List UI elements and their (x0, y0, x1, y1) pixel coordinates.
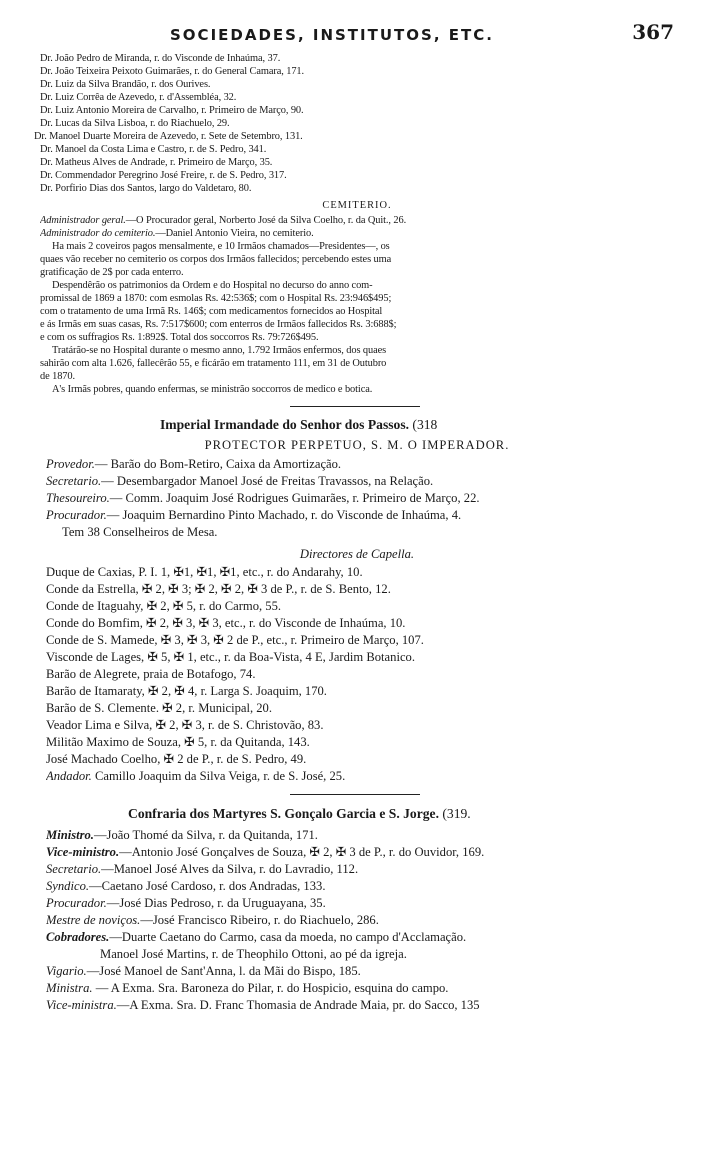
section-divider (290, 406, 420, 407)
paragraph-line: Despendêrão os patrimonios da Ordem e do Hospital no decurso do anno com- (52, 280, 373, 291)
paragraph-line: e ás Irmãs em suas casas, Rs. 7:517$600; com enterros de Irmãos fallecidos Rs. 3:688$; (40, 319, 397, 330)
director-item: Conde da Estrella, ✠ 2, ✠ 3; ✠ 2, ✠ 2, ✠ 3 de P., r. de S. Bento, 12. (46, 582, 391, 596)
director-item: Conde do Bomfim, ✠ 2, ✠ 3, ✠ 3, etc., r. do Visconde de Inhaúma, 10. (46, 616, 406, 630)
officer-role: Procurador. (46, 508, 107, 522)
list-item: Dr. João Teixeira Peixoto Guimarães, r. do General Camara, 171. (40, 66, 305, 77)
paragraph-line: Ha mais 2 coveiros pagos mensalmente, e 10 Irmãos chamados—Presidentes—, os (52, 241, 390, 252)
list-item: Dr. Luiz Corrêa de Azevedo, r. d'Assembléa, 32. (40, 92, 237, 103)
running-title: SOCIEDADES, INSTITUTOS, ETC. (170, 26, 494, 44)
director-item: Barão de Alegrete, praia de Botafogo, 74. (46, 667, 256, 681)
officer-text: —Caetano José Cardoso, r. dos Andradas, 133. (89, 879, 326, 893)
list-item: Dr. Manoel Duarte Moreira de Azevedo, r. Sete de Setembro, 131. (34, 131, 303, 142)
officer-role: Cobradores. (46, 930, 110, 944)
paragraph-line: de 1870. (40, 371, 75, 382)
list-item: Dr. Commendador Peregrino José Freire, r. de S. Pedro, 317. (40, 170, 287, 181)
officer-line (46, 879, 714, 894)
director-item: Barão de S. Clemente. ✠ 2, r. Municipal, 20. (46, 701, 273, 715)
officer-text: —A Exma. Sra. D. Franc Thomasia de Andrade Maia, pr. do Sacco, 135 (116, 998, 480, 1012)
officer-text: — Barão do Bom-Retiro, Caixa da Amortização. (94, 457, 342, 471)
officer-text: —Manoel José Alves da Silva, r. do Lavradio, 112. (101, 862, 359, 876)
officer-text: —Antonio José Gonçalves de Souza, ✠ 2, ✠ 3 de P., r. do Ouvidor, 169. (119, 845, 485, 859)
list-item: Dr. Lucas da Silva Lisboa, r. do Riachuelo, 29. (40, 118, 230, 129)
officer-role: Vice-ministra. (46, 998, 117, 1012)
list-item: Dr. Matheus Alves de Andrade, r. Primeiro de Março, 35. (40, 157, 273, 168)
director-item: Militão Maximo de Souza, ✠ 5, r. da Quitanda, 143. (46, 735, 310, 749)
entry-text: —O Procurador geral, Norberto José da Silva Coelho, r. da Quit., 26. (125, 215, 407, 226)
officer-role: Vigario. (46, 964, 87, 978)
officer-text: —José Manoel de Sant'Anna, l. da Mãi do Bispo, 185. (86, 964, 361, 978)
director-item: Barão de Itamaraty, ✠ 2, ✠ 4, r. Larga S. Joaquim, 170. (46, 684, 327, 698)
paragraph-line: com o tratamento de uma Irmã Rs. 146$; com medicamentos fornecidos ao Hospital (40, 306, 383, 317)
entry-label: Administrador do cemiterio. (40, 228, 156, 239)
list-item: Dr. Luiz da Silva Brandão, r. dos Ourives. (40, 79, 211, 90)
officer-role: Thesoureiro. (46, 491, 110, 505)
officer-line (46, 862, 714, 877)
officer-role: Vice-ministro. (46, 845, 120, 859)
andador-line (46, 769, 714, 784)
list-item: Dr. Manoel da Costa Lima e Castro, r. de S. Pedro, 341. (40, 144, 267, 155)
section-ref: (318 (412, 417, 438, 432)
officer-line (46, 930, 714, 945)
officer-role: Secretario. (46, 862, 102, 876)
director-item: Veador Lima e Silva, ✠ 2, ✠ 3, r. de S. Christovão, 83. (46, 718, 324, 732)
officer-role: Syndico. (46, 879, 90, 893)
officer-role: Provedor. (46, 457, 95, 471)
director-item: Visconde de Lages, ✠ 5, ✠ 1, etc., r. da Boa-Vista, 4 E, Jardim Botanico. (46, 650, 415, 664)
officer-text: — Comm. Joaquim José Rodrigues Guimarães, r. Primeiro de Março, 22. (109, 491, 480, 505)
paragraph-line: quaes vão receber no cemiterio os corpos dos Irmãos fallecidos; percebendo estes uma (40, 254, 392, 265)
officer-text: Camillo Joaquim da Silva Veiga, r. de S. José, 25. (91, 769, 346, 783)
officer-line (46, 474, 714, 489)
officer-role: Mestre de noviços. (46, 913, 141, 927)
officer-line: Tem 38 Conselheiros de Mesa. (62, 525, 218, 539)
page-header (40, 20, 674, 50)
list-item: Dr. João Pedro de Miranda, r. do Visconde de Inhaúma, 37. (40, 53, 281, 64)
section-title: Imperial Irmandade do Senhor dos Passos. (160, 417, 410, 432)
officer-line (46, 913, 714, 928)
officer-line (46, 845, 714, 860)
section-heading-cemiterio: CEMITERIO. (322, 200, 392, 211)
officer-line (46, 491, 714, 506)
officer-text: — Joaquim Bernardino Pinto Machado, r. do Visconde de Inhaúma, 4. (106, 508, 462, 522)
officer-text: —Duarte Caetano do Carmo, casa da moeda, no campo d'Acclamação. (109, 930, 467, 944)
officer-line (46, 964, 714, 979)
section-heading-passos (160, 416, 714, 433)
protector-line: PROTECTOR PERPETUO, S. M. O IMPERADOR. (204, 438, 510, 452)
officer-text: — A Exma. Sra. Baroneza do Pilar, r. do Hospicio, esquina do campo. (92, 981, 449, 995)
paragraph-line: A's Irmãs pobres, quando enfermas, se ministrão soccorros de medico e botica. (52, 384, 373, 395)
entry-line (40, 227, 714, 240)
officer-text: —José Dias Pedroso, r. da Uruguayana, 35. (106, 896, 326, 910)
officer-role: Ministro. (46, 828, 94, 842)
officer-line (46, 998, 714, 1013)
officer-line (46, 457, 714, 472)
director-item: Conde de S. Mamede, ✠ 3, ✠ 3, ✠ 2 de P., etc., r. Primeiro de Março, 107. (46, 633, 424, 647)
officer-line (46, 508, 714, 523)
officer-line (46, 828, 714, 843)
list-item: Dr. Luiz Antonio Moreira de Carvalho, r. Primeiro de Março, 90. (40, 105, 304, 116)
section-ref: (319. (442, 806, 471, 821)
paragraph-line: e com os suffragios Rs. 1:892$. Total dos soccorros Rs. 79:726$495. (40, 332, 319, 343)
paragraph-line: promissal de 1869 a 1870: com esmolas Rs. 42:536$; com o Hospital Rs. 23:946$495; (40, 293, 392, 304)
officer-role: Ministra. (46, 981, 93, 995)
section-divider (290, 794, 420, 795)
officer-role: Procurador. (46, 896, 107, 910)
officer-line (46, 981, 714, 996)
list-item: Dr. Porfirio Dias dos Santos, largo do Valdetaro, 80. (40, 183, 252, 194)
director-item: Duque de Caxias, P. I. 1, ✠1, ✠1, ✠1, etc., r. do Andarahy, 10. (46, 565, 363, 579)
entry-label: Administrador geral. (40, 215, 126, 226)
officer-role: Andador. (46, 769, 92, 783)
section-title: Confraria dos Martyres S. Gonçalo Garcia e S. Jorge. (128, 806, 439, 821)
officer-text: —José Francisco Ribeiro, r. do Riachuelo, 286. (140, 913, 379, 927)
entry-text: —Daniel Antonio Vieira, no cemiterio. (155, 228, 314, 239)
paragraph-line: sahirão com alta 1.626, fallecêrão 55, e ficárão em tratamento 111, em 31 de Outubro (40, 358, 387, 369)
director-item: José Machado Coelho, ✠ 2 de P., r. de S. Pedro, 49. (46, 752, 307, 766)
director-item: Conde de Itaguahy, ✠ 2, ✠ 5, r. do Carmo, 55. (46, 599, 282, 613)
officer-text: — Desembargador Manoel José de Freitas Travassos, na Relação. (101, 474, 434, 488)
officer-role: Secretario. (46, 474, 102, 488)
paragraph-line: Tratárão-se no Hospital durante o mesmo anno, 1.792 Irmãos enfermos, dos quaes (52, 345, 387, 356)
officer-text: —João Thomé da Silva, r. da Quitanda, 171. (93, 828, 318, 842)
section-heading-martyres (128, 805, 714, 822)
entry-line (40, 214, 714, 227)
page-number: 367 (632, 20, 674, 44)
officer-line (46, 896, 714, 911)
directors-heading: Directores de Capella. (299, 547, 415, 561)
paragraph-line: gratificação de 2$ por cada enterro. (40, 267, 184, 278)
officer-line: Manoel José Martins, r. de Theophilo Ottoni, ao pé da igreja. (100, 947, 407, 961)
